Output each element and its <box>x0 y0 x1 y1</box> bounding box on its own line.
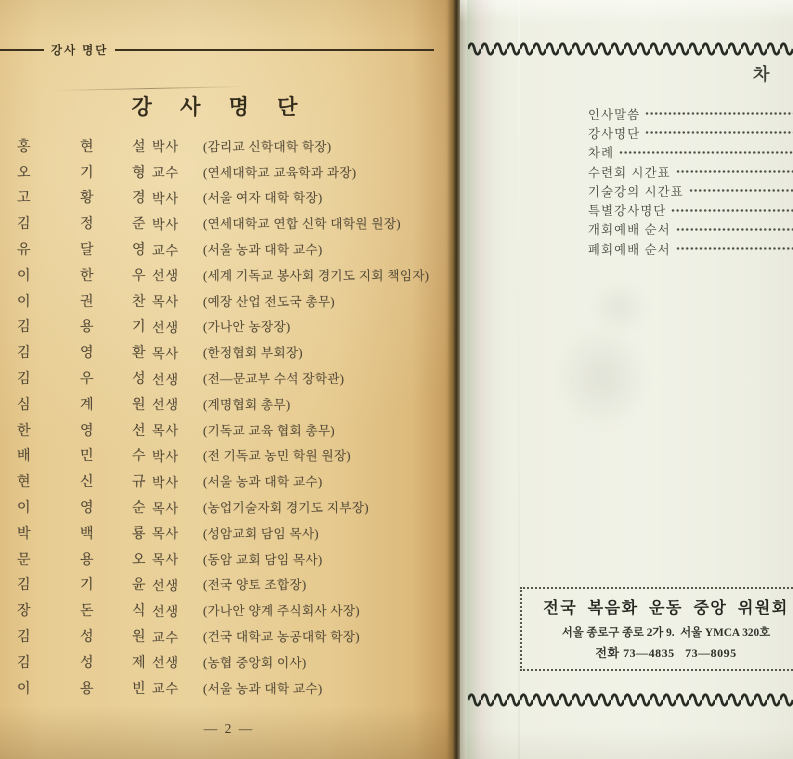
toc-item <box>588 162 793 181</box>
header-rule-line <box>0 49 44 51</box>
lecturer-row <box>0 314 458 340</box>
lecturer-surname: 김 <box>17 320 31 336</box>
lecturer-row <box>0 262 458 288</box>
lecturer-affiliation: (감리교 신학대학 학장) <box>203 139 332 154</box>
lecturer-list <box>0 133 458 701</box>
lecturer-row <box>0 546 458 572</box>
lecturer-middle-char: 백 <box>80 526 94 542</box>
toc-item-label: 개회예배 순서 <box>588 223 671 238</box>
lecturer-surname: 문 <box>17 552 31 568</box>
dotted-leader <box>676 228 793 231</box>
dotted-leader <box>619 151 793 154</box>
lecturer-affiliation: (전국 양토 조합장) <box>203 578 307 593</box>
lecturer-honorific: 목사 <box>152 500 180 516</box>
ink-bleed-smudge <box>590 280 650 335</box>
lecturer-honorific: 박사 <box>152 190 180 206</box>
lecturer-surname: 한 <box>17 423 31 439</box>
lecturer-honorific: 선생 <box>152 603 180 619</box>
scan-artifact-band <box>467 0 497 759</box>
dotted-leader <box>676 170 793 173</box>
lecturer-last-char: 윤 <box>132 578 146 594</box>
lecturer-honorific: 박사 <box>152 474 180 490</box>
lecturer-surname: 유 <box>17 243 31 259</box>
lecturer-affiliation: (기독교 교육 협회 총무) <box>203 423 335 438</box>
running-header <box>0 42 434 58</box>
lecturer-last-char: 룡 <box>132 526 146 542</box>
lecturer-surname: 이 <box>17 294 31 310</box>
lecturer-middle-char: 기 <box>80 165 94 181</box>
lecturer-last-char: 경 <box>132 191 146 207</box>
lecturer-surname: 현 <box>17 475 31 491</box>
lecturer-row <box>0 417 458 443</box>
lecturer-honorific: 선생 <box>152 655 180 671</box>
dotted-leader <box>689 189 793 192</box>
running-header-label: 강사 명단 <box>51 45 109 57</box>
lecturer-last-char: 원 <box>132 630 146 646</box>
lecturer-affiliation: (농협 중앙회 이사) <box>203 655 307 670</box>
lecturer-honorific: 박사 <box>152 216 180 232</box>
lecturer-row <box>0 443 458 469</box>
lecturer-middle-char: 현 <box>80 139 94 155</box>
lecturer-middle-char: 성 <box>80 630 94 646</box>
lecturer-row <box>0 675 458 701</box>
lecturer-row <box>0 597 458 623</box>
lecturer-row <box>0 210 458 236</box>
lecturer-honorific: 선생 <box>152 577 180 593</box>
lecturer-last-char: 영 <box>132 243 146 259</box>
lecturer-affiliation: (서울 농과 대학 교수) <box>203 681 323 696</box>
dotted-leader <box>645 131 793 134</box>
lecturer-surname: 박 <box>17 526 31 542</box>
lecturer-middle-char: 돈 <box>80 604 94 620</box>
lecturer-affiliation: (한정협회 부회장) <box>203 346 303 361</box>
lecturer-row <box>0 365 458 391</box>
header-rule-line <box>115 49 434 51</box>
org-address: 서울 종로구 종로 2가 9. 서울 YMCA 320호 <box>561 627 771 639</box>
lecturer-honorific: 교수 <box>152 681 180 697</box>
lecturer-row <box>0 649 458 675</box>
lecturer-middle-char: 정 <box>80 217 94 233</box>
lecturer-middle-char: 권 <box>80 294 94 310</box>
org-phone: 전화 73—4835 73—8095 <box>595 646 737 660</box>
lecturer-last-char: 성 <box>132 372 146 388</box>
lecturer-row <box>0 288 458 314</box>
toc-item <box>588 239 793 258</box>
lecturer-affiliation: (농업기술자회 경기도 지부장) <box>203 501 369 516</box>
lecturer-honorific: 선생 <box>152 371 180 387</box>
lecturer-honorific: 선생 <box>152 397 180 413</box>
lecturer-middle-char: 기 <box>80 578 94 594</box>
lecturer-middle-char: 계 <box>80 397 94 413</box>
lecturer-surname: 장 <box>17 604 31 620</box>
lecturer-affiliation: (세계 기독교 봉사회 경기도 지회 책임자) <box>203 268 430 283</box>
lecturer-middle-char: 성 <box>80 655 94 671</box>
wavy-divider-top <box>468 40 793 58</box>
page-title: 강 사 명 단 <box>131 95 305 119</box>
lecturer-affiliation: (가나안 양계 주식회사 사장) <box>203 604 360 619</box>
lecturer-honorific: 목사 <box>152 526 180 542</box>
lecturer-surname: 홍 <box>17 139 31 155</box>
lecturer-row <box>0 133 458 159</box>
lecturer-affiliation: (계명협회 총무) <box>203 397 291 412</box>
page-number: — 2 — <box>203 721 255 736</box>
lecturer-row <box>0 185 458 211</box>
lecturer-last-char: 찬 <box>132 294 146 310</box>
toc-title: 차 <box>753 65 774 84</box>
lecturer-middle-char: 신 <box>80 475 94 491</box>
lecturer-last-char: 형 <box>132 165 146 181</box>
lecturer-honorific: 박사 <box>152 139 180 155</box>
toc-item <box>588 104 793 123</box>
lecturer-last-char: 준 <box>132 217 146 233</box>
lecturer-affiliation: (전 기독교 농민 학원 원장) <box>203 449 351 464</box>
lecturer-honorific: 박사 <box>152 448 180 464</box>
lecturer-middle-char: 한 <box>80 268 94 284</box>
lecturer-honorific: 교수 <box>152 629 180 645</box>
lecturer-surname: 김 <box>17 217 31 233</box>
lecturer-surname: 김 <box>17 655 31 671</box>
toc-item-label: 인사말씀 <box>588 107 641 122</box>
lecturer-row <box>0 494 458 520</box>
ink-bleed-smudge <box>555 325 650 430</box>
lecturer-last-char: 수 <box>132 449 146 465</box>
lecturer-affiliation: (성암교회 담임 목사) <box>203 526 319 541</box>
lecturer-middle-char: 용 <box>80 552 94 568</box>
lecturer-row <box>0 236 458 262</box>
lecturer-surname: 김 <box>17 346 31 362</box>
lecturer-surname: 이 <box>17 501 31 517</box>
lecturer-middle-char: 황 <box>80 191 94 207</box>
lecturer-honorific: 목사 <box>152 552 180 568</box>
lecturer-last-char: 기 <box>132 320 146 336</box>
lecturer-last-char: 순 <box>132 501 146 517</box>
dotted-leader <box>645 112 793 115</box>
toc-item-label: 차례 <box>588 146 615 161</box>
lecturer-middle-char: 영 <box>80 423 94 439</box>
lecturer-surname: 고 <box>17 191 31 207</box>
lecturer-last-char: 규 <box>132 475 146 491</box>
dotted-leader <box>676 247 793 250</box>
org-box <box>520 587 793 671</box>
toc-item-label: 특별강사명단 <box>588 204 667 219</box>
lecturer-honorific: 선생 <box>152 319 180 335</box>
lecturer-last-char: 원 <box>132 397 146 413</box>
toc-list <box>588 104 793 258</box>
lecturer-row <box>0 623 458 649</box>
lecturer-honorific: 목사 <box>152 345 180 361</box>
page-right <box>460 0 793 759</box>
lecturer-surname: 오 <box>17 165 31 181</box>
lecturer-surname: 심 <box>17 397 31 413</box>
lecturer-affiliation: (서울 농과 대학 교수) <box>203 243 323 258</box>
lecturer-row <box>0 159 458 185</box>
lecturer-honorific: 교수 <box>152 165 180 181</box>
lecturer-middle-char: 영 <box>80 501 94 517</box>
lecturer-honorific: 선생 <box>152 268 180 284</box>
org-name: 전국 복음화 운동 중앙 위원회 <box>543 600 789 617</box>
lecturer-surname: 이 <box>17 268 31 284</box>
lecturer-affiliation: (가나안 농장장) <box>203 320 291 335</box>
lecturer-affiliation: (전—문교부 수석 장학관) <box>203 372 345 387</box>
lecturer-affiliation: (건국 대학교 농공대학 학장) <box>203 630 360 645</box>
lecturer-row <box>0 572 458 598</box>
toc-item-label: 강사명단 <box>588 126 641 141</box>
lecturer-affiliation: (연세대학교 교육학과 과장) <box>203 165 357 180</box>
lecturer-row <box>0 468 458 494</box>
lecturer-middle-char: 달 <box>80 243 94 259</box>
lecturer-last-char: 빈 <box>132 681 146 697</box>
lecturer-middle-char: 영 <box>80 346 94 362</box>
lecturer-surname: 이 <box>17 681 31 697</box>
lecturer-honorific: 목사 <box>152 294 180 310</box>
lecturer-last-char: 설 <box>132 139 146 155</box>
lecturer-last-char: 식 <box>132 604 146 620</box>
toc-item <box>588 181 793 200</box>
lecturer-last-char: 오 <box>132 552 146 568</box>
lecturer-surname: 김 <box>17 578 31 594</box>
lecturer-last-char: 환 <box>132 346 146 362</box>
lecturer-middle-char: 우 <box>80 372 94 388</box>
lecturer-affiliation: (서울 농과 대학 교수) <box>203 475 323 490</box>
dotted-leader <box>671 209 793 212</box>
toc-item-label: 폐회예배 순서 <box>588 242 671 257</box>
lecturer-surname: 김 <box>17 372 31 388</box>
lecturer-surname: 김 <box>17 630 31 646</box>
toc-item-label: 기술강의 시간표 <box>588 184 684 199</box>
toc-item-label: 수련회 시간표 <box>588 165 671 180</box>
toc-item <box>588 200 793 219</box>
lecturer-affiliation: (연세대학교 연합 신학 대학원 원장) <box>203 217 401 232</box>
lecturer-last-char: 선 <box>132 423 146 439</box>
lecturer-middle-char: 민 <box>80 449 94 465</box>
lecturer-honorific: 목사 <box>152 423 180 439</box>
lecturer-row <box>0 520 458 546</box>
toc-item <box>588 143 793 162</box>
toc-item <box>588 220 793 239</box>
lecturer-affiliation: (서울 여자 대학 학장) <box>203 191 323 206</box>
lecturer-middle-char: 용 <box>80 320 94 336</box>
toc-item <box>588 123 793 142</box>
lecturer-surname: 배 <box>17 449 31 465</box>
lecturer-last-char: 제 <box>132 655 146 671</box>
lecturer-row <box>0 391 458 417</box>
lecturer-affiliation: (동암 교회 담임 목사) <box>203 552 323 567</box>
lecturer-row <box>0 339 458 365</box>
lecturer-affiliation: (예장 산업 전도국 총무) <box>203 294 335 309</box>
lecturer-middle-char: 용 <box>80 681 94 697</box>
wavy-divider-bottom <box>468 691 793 709</box>
lecturer-last-char: 우 <box>132 268 146 284</box>
lecturer-honorific: 교수 <box>152 242 180 258</box>
